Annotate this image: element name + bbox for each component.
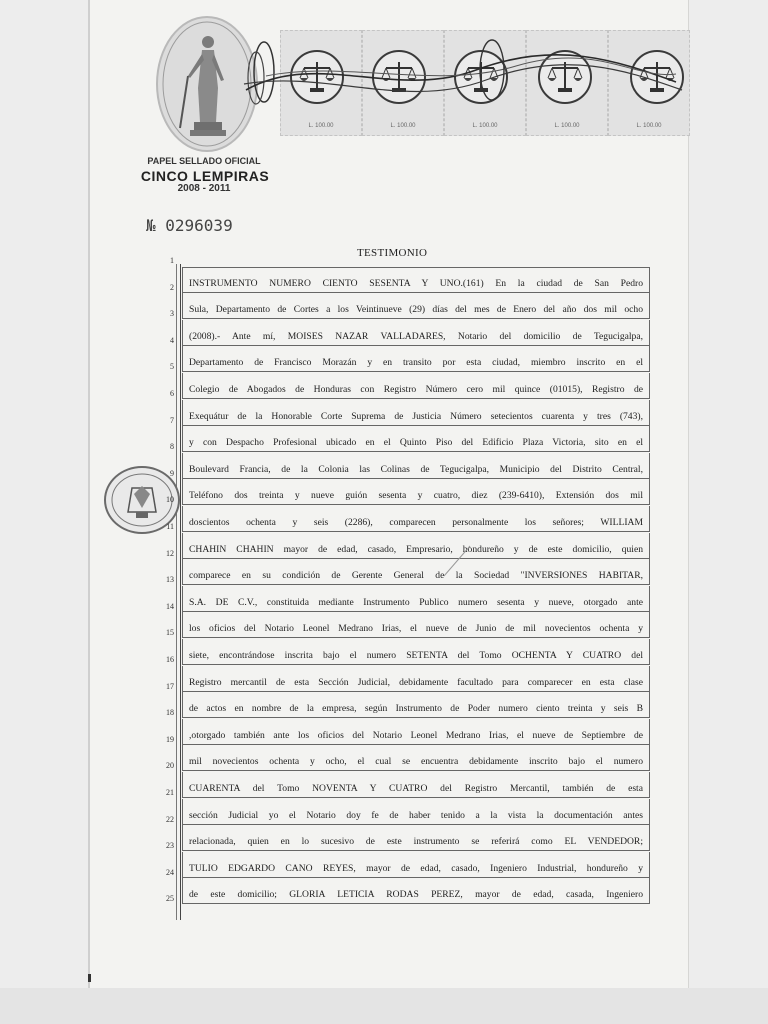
line-number: 16 xyxy=(166,655,174,664)
paper-years: 2008 - 2011 xyxy=(177,183,231,194)
document-line xyxy=(182,479,650,505)
line-number: 13 xyxy=(166,575,174,585)
document-line xyxy=(182,852,650,878)
line-number: 10 xyxy=(166,495,174,505)
document-line xyxy=(182,666,650,692)
document-line xyxy=(182,586,650,612)
line-number: 1 xyxy=(170,256,174,265)
document-line xyxy=(182,612,650,638)
document-line xyxy=(182,719,650,745)
margin-rule xyxy=(176,264,177,920)
document-line xyxy=(182,692,650,718)
document-line-text: Registro mercantil de esta Sección Judicial, debidamente facultado para comparecer en esta clase xyxy=(189,676,643,688)
stamp-value: L. 100.00 xyxy=(636,123,662,129)
line-number: 4 xyxy=(170,335,174,345)
document-line xyxy=(182,506,650,532)
document-line xyxy=(182,320,650,346)
document-line-text: siete, encontrándose inscrita bajo el numero SETENTA del Tomo OCHENTA Y CUATRO del xyxy=(189,650,643,661)
document-line-text: doscientos ochenta y seis (2286), comparecen personalmente los señores; WILLIAM xyxy=(189,517,643,528)
document-line-text: CHAHIN CHAHIN mayor de edad, casado, Empresario, hondureño y de este domicilio, quien xyxy=(189,543,643,555)
stamp-value: L. 100.00 xyxy=(472,123,498,129)
stamp-value: L. 100.00 xyxy=(554,123,580,129)
document-line xyxy=(182,400,650,426)
document-line xyxy=(182,559,650,585)
stamp-value: L. 100.00 xyxy=(390,123,416,129)
document-line-text: TULIO EDGARDO CANO REYES, mayor de edad, casado, Ingeniero Industrial, hondureño y xyxy=(189,862,643,874)
line-number: 8 xyxy=(170,442,174,452)
pencil-mark xyxy=(440,540,560,580)
line-number: 21 xyxy=(166,788,174,797)
serial-number: № 0296039 xyxy=(146,216,233,235)
document-line-text: Colegio de Abogados de Honduras con Registro Número cero mil quince (01015), Registro de xyxy=(189,384,643,395)
line-number: 14 xyxy=(166,601,174,611)
document-heading: TESTIMONIO xyxy=(357,247,428,259)
document-line xyxy=(182,825,650,851)
document-line xyxy=(182,267,650,293)
paper-title: PAPEL SELLADO OFICIAL xyxy=(147,156,261,166)
signature-scribble xyxy=(236,30,686,120)
line-number: 18 xyxy=(166,708,174,718)
line-number: 2 xyxy=(170,282,174,292)
document-line xyxy=(182,799,650,825)
document-line-text: mil novecientos ochenta y ocho, el cual se encuentra debidamente inscrito bajo el numero xyxy=(189,756,643,768)
document-line xyxy=(182,293,650,319)
line-number: 20 xyxy=(166,761,174,771)
document-line-text: Boulevard Francia, de la Colonia las Colinas de Tegucigalpa, Municipio del Distrito Central, xyxy=(189,463,643,475)
document-line-text: INSTRUMENTO NUMERO CIENTO SESENTA Y UNO.(161) En la ciudad de San Pedro xyxy=(189,277,643,289)
document-line-text: Sula, Departamento de Cortes a los Veintinueve (29) días del mes de Enero del año dos mil ocho xyxy=(189,304,643,316)
document-line xyxy=(182,453,650,479)
document-line xyxy=(182,878,650,904)
document-line-text: Teléfono dos treinta y nueve guión sesenta y cuatro, diez (239-6410), Extensión dos mil xyxy=(189,490,643,502)
line-number: 5 xyxy=(170,362,174,372)
document-line-text: Exequátur de la Honorable Corte Suprema de Justicia Número setecientos cuarenta y tres (743), xyxy=(189,410,643,422)
line-number: 25 xyxy=(166,894,174,904)
document-line-text: Departamento de Francisco Morazán y en transito por esta ciudad, miembro inscrito en el xyxy=(189,357,643,369)
document-line-text: S.A. DE C.V., constituida mediante Instrumento Publico numero sesenta y nueve, otorgado ante xyxy=(189,596,643,608)
document-line xyxy=(182,426,650,452)
corner-mark xyxy=(88,974,91,982)
page-edge xyxy=(88,0,90,988)
document-line-text: de este domicilio; GLORIA LETICIA RODAS PEREZ, mayor de edad, casada, Ingeniero xyxy=(189,889,643,901)
document-line-text: los oficios del Notario Leonel Medrano Irias, el nueve de Junio de mil novecientos ochenta y xyxy=(189,623,643,635)
line-number: 24 xyxy=(166,867,174,877)
line-number: 15 xyxy=(166,628,174,638)
document-line xyxy=(182,639,650,665)
document-line-text: y con Despacho Profesional ubicado en el Quinto Piso del Edificio Plaza Victoria, sito en el xyxy=(189,437,643,449)
document-line xyxy=(182,346,650,372)
line-number: 11 xyxy=(166,522,174,531)
line-number: 9 xyxy=(170,468,174,478)
line-number: 23 xyxy=(166,841,174,851)
line-number: 12 xyxy=(166,548,174,558)
stamp-value: L. 100.00 xyxy=(308,123,334,129)
line-number: 22 xyxy=(166,814,174,824)
paper-amount: CINCO LEMPIRAS xyxy=(140,168,270,184)
line-number: 6 xyxy=(170,389,174,398)
document-line-text: CUARENTA del Tomo NOVENTA Y CUATRO del Registro Mercantil, también de esta xyxy=(189,783,643,794)
document-line-text: comparece en su condición de Gerente General de la Sociedad "INVERSIONES HABITAR, xyxy=(189,570,643,582)
document-line-text: sección Judicial yo el Notario doy fe de haber tenido a la vista la documentación antes xyxy=(189,809,643,821)
document-line xyxy=(182,772,650,798)
line-number: 7 xyxy=(170,415,174,425)
line-number: 17 xyxy=(166,681,174,691)
scanner-background xyxy=(0,988,768,1024)
line-number: 19 xyxy=(166,734,174,744)
line-number: 3 xyxy=(170,309,174,319)
document-line-text: ,otorgado también ante los oficios del Notario Leonel Medrano Irias, el nueve de Septiembre de xyxy=(189,729,643,741)
margin-rule xyxy=(180,264,181,920)
document-line xyxy=(182,373,650,399)
document-line-text: relacionada, quien en lo sucesivo de este instrumento se referirá como EL VENDEDOR; xyxy=(189,836,643,848)
document-line xyxy=(182,745,650,771)
document-line-text: (2008).- Ante mí, MOISES NAZAR VALLADARES, Notario del domicilio de Tegucigalpa, xyxy=(189,330,643,342)
document-line xyxy=(182,533,650,559)
document-line-text: de actos en nombre de la empresa, según Instrumento de Poder numero ciento treinta y seis B xyxy=(189,703,643,715)
